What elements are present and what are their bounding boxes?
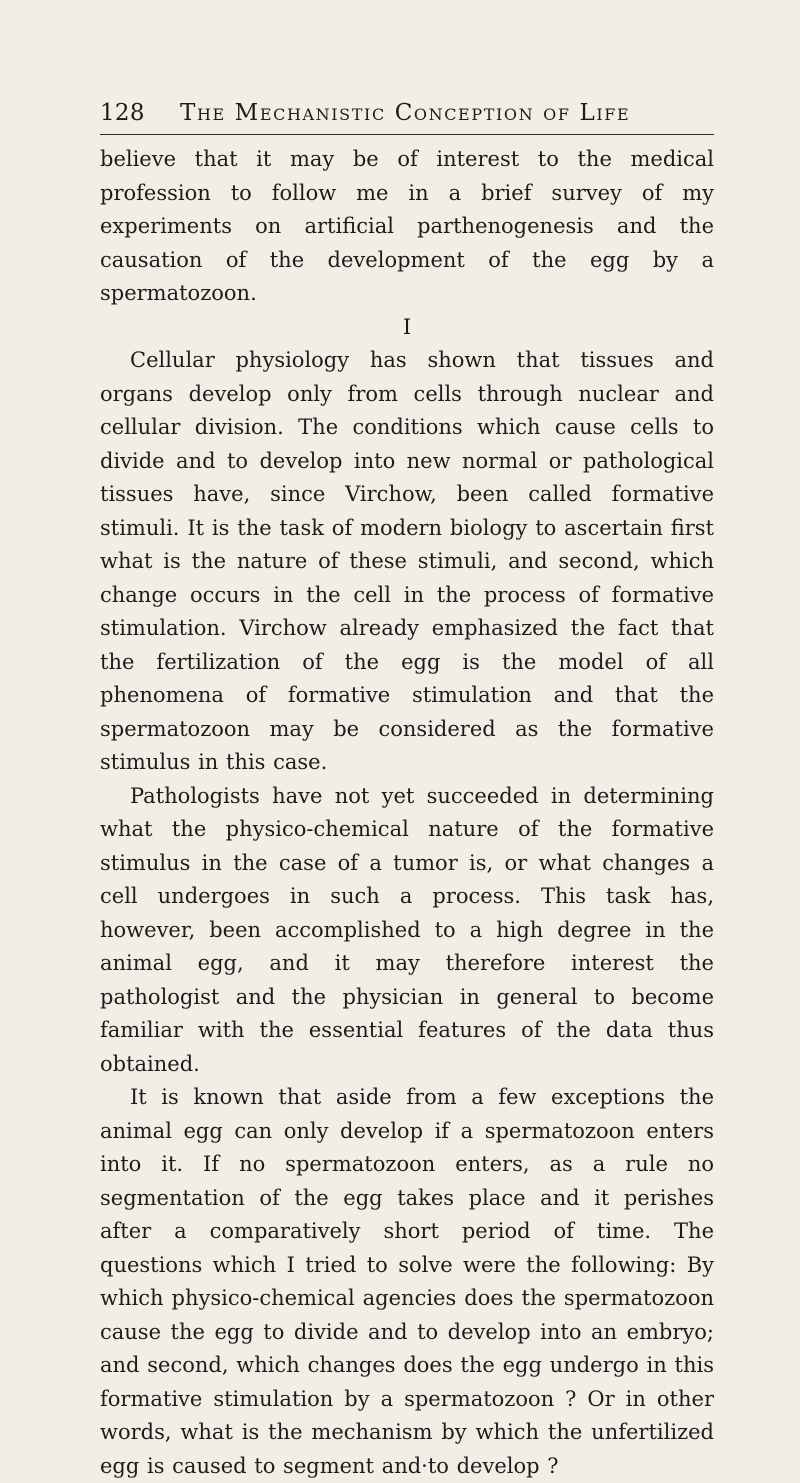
running-title: The Mechanistic Conception of Life	[180, 100, 631, 126]
page-number: 128	[100, 100, 145, 126]
paragraph: It is known that aside from a few exceptions the animal egg can only develop if a spermatozoon enters into it. If no spermatozoon enters, as a rule no segmentation of the egg takes place and it perishes after a comparatively short period of time. The questions which I tried to solve were the following: By which physico-chemical agencies does the spermatozoon cause the egg to divide and to develop into an embryo; and second, which changes does the egg undergo in this formative stimulation by a spermatozoon ? Or in other words, what is the mechanism by which the unfertilized egg is caused to segment and·to develop ?	[100, 1085, 714, 1478]
book-page	[100, 98, 714, 1483]
paragraph: Pathologists have not yet succeeded in determining what the physico-chemical nature of the formative stimulus in the case of a tumor is, or what changes a cell undergoes in such a process. This task has, however, been accomplished to a high degree in the animal egg, and it may therefore interest the pathologist and the physician in general to become familiar with the essential features of the data thus obtained.	[100, 783, 714, 1076]
body-text	[100, 143, 714, 1483]
paragraph-continued: believe that it may be of interest to the medical profession to follow me in a brief survey of my experiments on artificial parthenogenesis and the causation of the development of the egg by a spermatozoon.	[100, 147, 714, 305]
page-header	[100, 98, 714, 135]
paragraph: Cellular physiology has shown that tissues and organs develop only from cells through nuclear and cellular division. The conditions which cause cells to divide and to develop into new normal or pathological tissues have, since Virchow, been called formative stimuli. It is the task of modern biology to ascertain first what is the nature of these stimuli, and second, which change occurs in the cell in the process of formative stimulation. Virchow already emphasized the fact that the fertilization of the egg is the model of all phenomena of formative stimulation and that the spermatozoon may be considered as the formative stimulus in this case.	[100, 348, 714, 774]
section-heading: I	[402, 314, 412, 339]
